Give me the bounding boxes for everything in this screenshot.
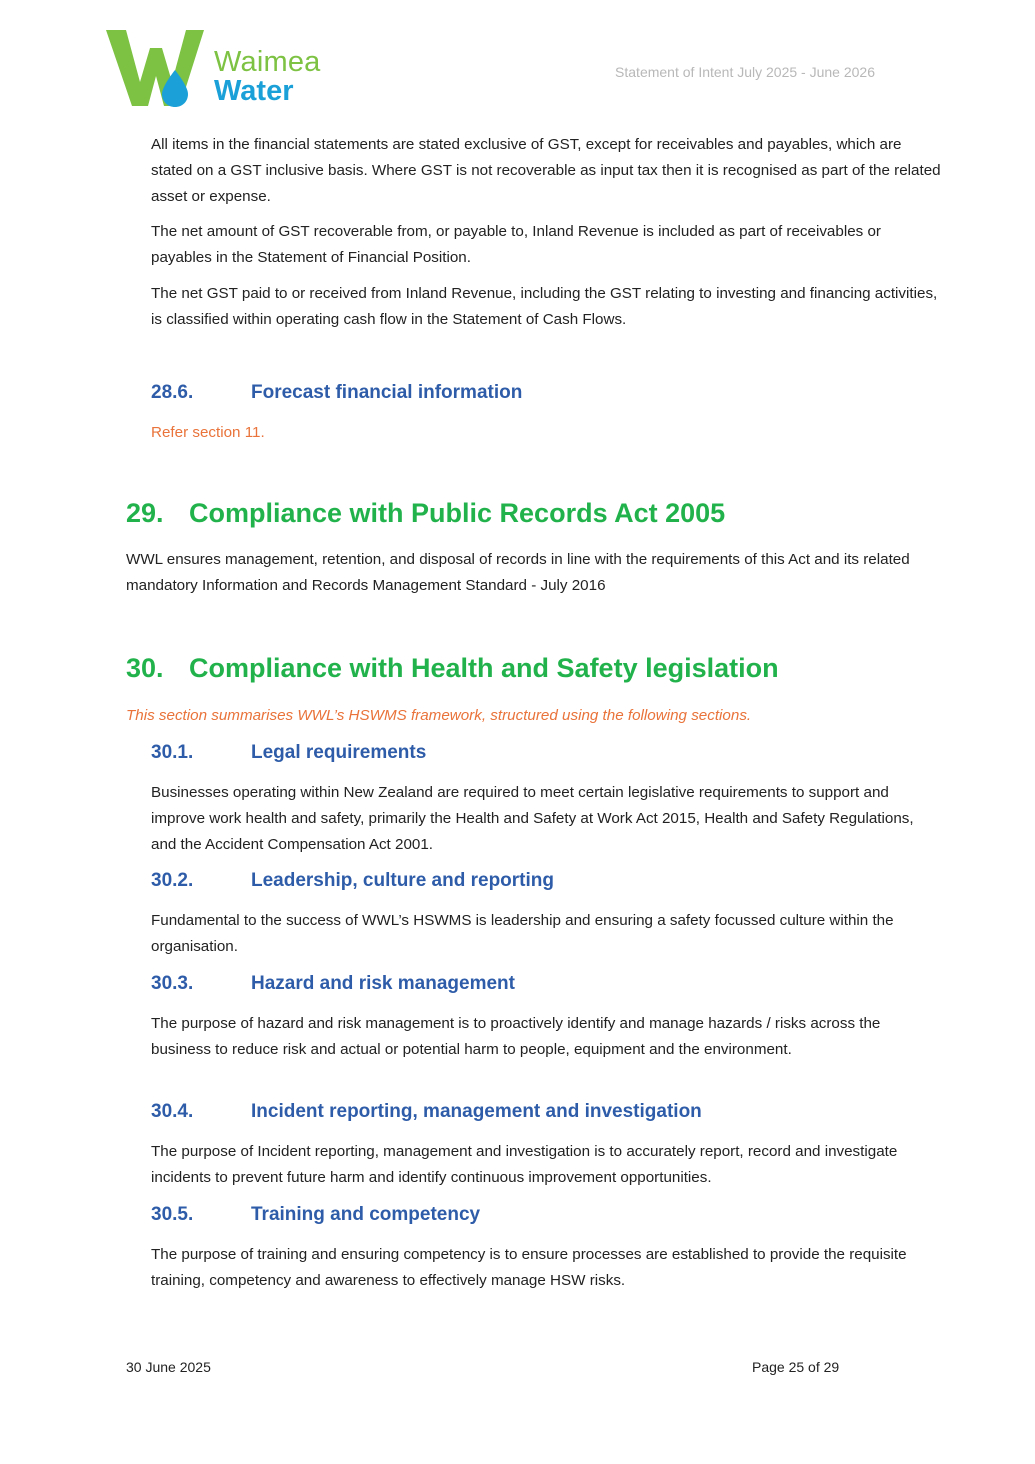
section-title: Leadership, culture and reporting <box>251 870 554 891</box>
section-number: 30.1. <box>151 742 194 763</box>
waimea-water-logo <box>102 26 342 110</box>
section-30-2-body: Fundamental to the success of WWL’s HSWMS is leadership and ensuring a safety focussed culture within the organisation. <box>151 912 894 955</box>
section-number: 30.4. <box>151 1101 194 1122</box>
section-number: 30.5. <box>151 1204 194 1225</box>
section-title: Compliance with Health and Safety legislation <box>189 653 779 683</box>
section-number: 29. <box>126 498 164 528</box>
section-30-5-body: The purpose of training and ensuring competency is to ensure processes are established to provide the requisite training, competency and awareness to effectively manage HSW risks. <box>151 1246 907 1289</box>
logo-wordmark-water: Water <box>214 75 294 107</box>
section-title: Incident reporting, management and investigation <box>251 1101 702 1122</box>
section-number: 30.3. <box>151 973 194 994</box>
section-30-4-heading <box>151 1101 702 1123</box>
logo-wordmark-waimea: Waimea <box>214 46 321 78</box>
w-drop-icon <box>102 26 206 110</box>
section-29-heading <box>126 498 725 529</box>
section-29-body: WWL ensures management, retention, and disposal of records in line with the requirements of this Act and its related mandatory Information and Records Management Standard - July 2016 <box>126 551 910 594</box>
section-30-3-heading <box>151 973 515 995</box>
gst-paragraph-2: The net amount of GST recoverable from, or payable to, Inland Revenue is included as part of receivables or payables in the Statement of Financial Position. <box>151 223 881 266</box>
section-30-2-heading <box>151 870 554 892</box>
gst-paragraph-3: The net GST paid to or received from Inland Revenue, including the GST relating to investing and financing activities, is classified within operating cash flow in the Statement of Cash Flows. <box>151 285 938 328</box>
section-30-5-heading <box>151 1204 480 1226</box>
section-title: Compliance with Public Records Act 2005 <box>189 498 726 528</box>
section-30-4-body: The purpose of Incident reporting, management and investigation is to accurately report, record and investigate incidents to prevent future harm and identify continuous improvement opportunities. <box>151 1143 898 1186</box>
section-title: Forecast financial information <box>251 382 523 403</box>
document-title-header: Statement of Intent July 2025 - June 2026 <box>615 64 875 80</box>
section-number: 28.6. <box>151 382 194 403</box>
section-30-1-body: Businesses operating within New Zealand are required to meet certain legislative requirements to support and improve work health and safety, primarily the Health and Safety at Work Act 2015, Health and Safety Regulations, and the Accident Compensation Act 2001. <box>151 784 914 853</box>
section-30-heading <box>126 653 779 684</box>
section-30-1-heading <box>151 742 426 764</box>
section-28-6-note: Refer section 11. <box>151 424 265 441</box>
footer-page-number: Page 25 of 29 <box>752 1359 840 1375</box>
section-number: 30. <box>126 653 164 683</box>
footer-date: 30 June 2025 <box>126 1359 211 1375</box>
gst-paragraph-1: All items in the financial statements are stated exclusive of GST, except for receivables and payables, which are stated on a GST inclusive basis. Where GST is not recoverable as input tax then it is recognised as part of the related asset or expense. <box>151 136 941 205</box>
section-number: 30.2. <box>151 870 194 891</box>
section-title: Legal requirements <box>251 742 427 763</box>
section-title: Hazard and risk management <box>251 973 515 994</box>
section-28-6-heading <box>151 382 522 404</box>
section-30-intro: This section summarises WWL’s HSWMS framework, structured using the following sections. <box>126 707 752 724</box>
section-title: Training and competency <box>251 1204 481 1225</box>
section-30-3-body: The purpose of hazard and risk management is to proactively identify and manage hazards / risks across the business to reduce risk and actual or potential harm to people, equipment and the environment. <box>151 1015 881 1058</box>
